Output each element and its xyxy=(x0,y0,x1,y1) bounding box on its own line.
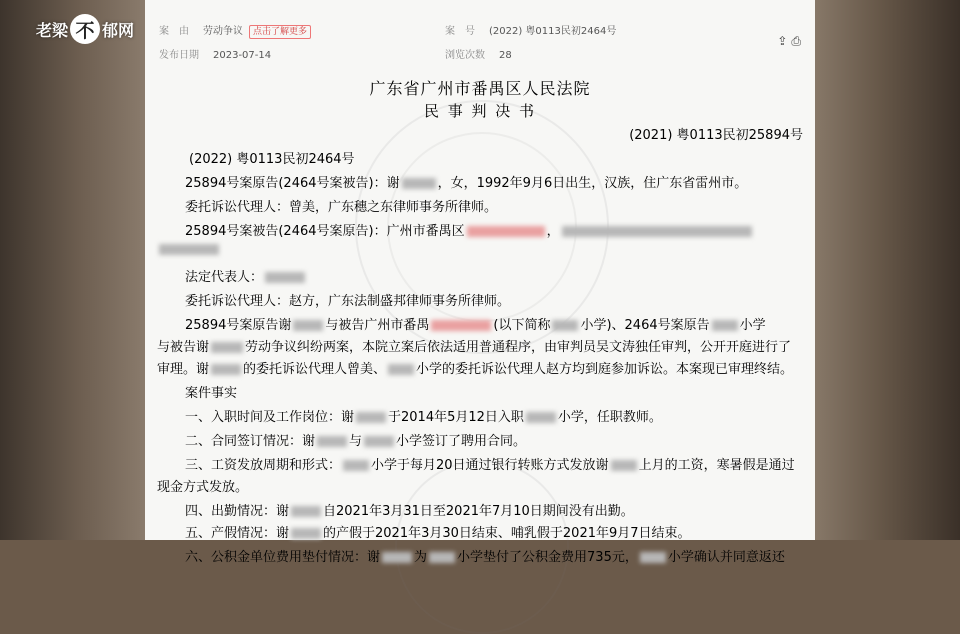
text-segment: 与 xyxy=(349,434,363,449)
section-heading-facts: 案件事实 xyxy=(185,386,238,401)
document-type: 民 事 判 决 书 xyxy=(423,102,537,120)
text-segment: 于2014年5月12日入职 xyxy=(388,410,524,425)
meta-views-value: 28 xyxy=(499,50,512,61)
text-segment: ， xyxy=(546,224,560,239)
redacted xyxy=(317,436,347,447)
plaintiff-agent-line: 委托诉讼代理人：曾美，广东穗之东律师事务所律师。 xyxy=(185,200,498,215)
meta-views-label: 浏览次数 xyxy=(445,50,485,61)
redacted xyxy=(526,412,556,423)
redacted xyxy=(712,320,738,331)
redacted xyxy=(364,436,394,447)
redacted xyxy=(291,528,321,539)
text-segment: 劳动争议纠纷两案，本院立案后依法适用普通程序，由审判员吴文涛独任审判，公开开庭进行了 xyxy=(245,340,792,355)
redacted xyxy=(293,320,323,331)
text-segment: 小学)、2464号案原告 xyxy=(580,318,710,333)
meta-cause-value: 劳动争议 xyxy=(203,26,243,37)
text-segment: 五、产假情况：谢 xyxy=(185,526,290,541)
court-name: 广东省广州市番禺区人民法院 xyxy=(369,79,591,98)
text-segment: 审理。谢 xyxy=(157,362,210,377)
meta-case-number-value: (2022) 粤0113民初2464号 xyxy=(489,26,617,37)
text-segment: 的委托诉讼代理人曾美、 xyxy=(243,362,387,377)
redacted xyxy=(552,320,578,331)
text-segment: (以下简称 xyxy=(493,318,551,333)
text-segment: 小学签订了聘用合同。 xyxy=(396,434,527,449)
text-segment: 为 xyxy=(414,550,428,565)
watermark-text-2: 郁网 xyxy=(102,20,135,40)
text-segment: 法定代表人： xyxy=(185,270,264,285)
channel-watermark xyxy=(36,14,134,44)
legal-rep-line xyxy=(185,266,307,285)
meta-cause-label: 案 由 xyxy=(159,26,189,37)
redacted-address xyxy=(562,226,752,237)
text-segment: 与被告谢 xyxy=(157,340,210,355)
toolbar xyxy=(773,34,801,49)
meta-case-number-label: 案 号 xyxy=(445,26,475,37)
share-icon[interactable]: ⇪ xyxy=(777,34,788,48)
fact-2 xyxy=(185,430,526,449)
defendant-line xyxy=(185,220,754,239)
redacted xyxy=(211,342,243,353)
text-segment: 小学的委托诉讼代理人赵方均到庭参加诉讼。本案现已审理终结。 xyxy=(416,362,794,377)
redacted-school xyxy=(467,226,545,237)
fact-1 xyxy=(185,406,662,425)
text-segment: 自2021年3月31日至2021年7月10日期间没有出勤。 xyxy=(323,504,634,519)
video-background-right xyxy=(815,0,960,540)
redacted xyxy=(429,552,455,563)
redacted xyxy=(640,552,666,563)
redacted xyxy=(291,506,321,517)
case-number: (2021) 粤0113民初25894号 xyxy=(629,128,803,143)
redacted-rep xyxy=(265,272,305,283)
text-segment: 25894号案原告(2464号案被告)：谢 xyxy=(185,176,400,191)
text-segment: 小学于每月20日通过银行转账方式发放谢 xyxy=(371,458,609,473)
text-segment: 一、入职时间及工作岗位：谢 xyxy=(185,410,355,425)
watermark-text-1: 老梁 xyxy=(36,20,69,40)
redacted xyxy=(211,364,241,375)
redacted xyxy=(343,460,369,471)
text-segment: 25894号案被告(2464号案原告)：广州市番禺区 xyxy=(185,224,465,239)
redacted-address-cont xyxy=(159,244,219,255)
text-segment: 小学确认并同意返还 xyxy=(667,550,785,565)
meta-publish-date-value: 2023-07-14 xyxy=(213,50,272,61)
fact-3 xyxy=(185,454,795,473)
redacted xyxy=(356,412,386,423)
fact-3-cont: 现金方式发放。 xyxy=(157,480,249,495)
redacted-name xyxy=(402,178,436,189)
judgment-document xyxy=(145,0,815,565)
defendant-line-cont xyxy=(157,242,221,257)
watermark-logo-circle: 不 xyxy=(70,14,100,44)
meta-views xyxy=(445,46,512,61)
text-segment: 25894号案原告谢 xyxy=(185,318,292,333)
fact-5 xyxy=(185,522,691,541)
text-segment: 三、工资发放周期和形式： xyxy=(185,458,342,473)
text-segment: 的产假于2021年3月30日结束、哺乳假于2021年9月7日结束。 xyxy=(323,526,691,541)
plaintiff-line xyxy=(185,172,747,191)
fact-4 xyxy=(185,500,634,519)
redacted xyxy=(388,364,414,375)
paragraph-intro-1 xyxy=(185,314,766,333)
video-background-left xyxy=(0,0,145,540)
learn-more-tag[interactable]: 点击了解更多 xyxy=(249,25,311,39)
fact-6 xyxy=(185,546,785,565)
paragraph-intro-3 xyxy=(157,358,793,377)
meta-publish-date-label: 发布日期 xyxy=(159,50,199,61)
paragraph-intro-2 xyxy=(157,336,791,355)
meta-publish-date xyxy=(159,46,271,61)
meta-case-number xyxy=(445,22,616,37)
redacted xyxy=(611,460,637,471)
redacted xyxy=(382,552,412,563)
print-icon[interactable]: ⎙ xyxy=(791,34,801,48)
redacted-school xyxy=(431,320,491,331)
defendant-agent-line: 委托诉讼代理人：赵方，广东法制盛邦律师事务所律师。 xyxy=(185,294,511,309)
meta-cause xyxy=(159,22,311,39)
text-segment: 与被告广州市番禺 xyxy=(325,318,430,333)
text-segment: 小学 xyxy=(739,318,766,333)
text-segment: 小学垫付了公积金费用735元， xyxy=(457,550,638,565)
text-segment: 二、合同签订情况：谢 xyxy=(185,434,316,449)
text-segment: 六、公积金单位费用垫付情况：谢 xyxy=(185,550,381,565)
text-segment: 小学，任职教师。 xyxy=(557,410,662,425)
text-segment: ，女，1992年9月6日出生，汉族，住广东省雷州市。 xyxy=(437,176,748,191)
text-segment: 四、出勤情况：谢 xyxy=(185,504,290,519)
text-segment: 上月的工资，寒暑假是通过 xyxy=(638,458,795,473)
case-number-2: (2022) 粤0113民初2464号 xyxy=(189,152,355,167)
